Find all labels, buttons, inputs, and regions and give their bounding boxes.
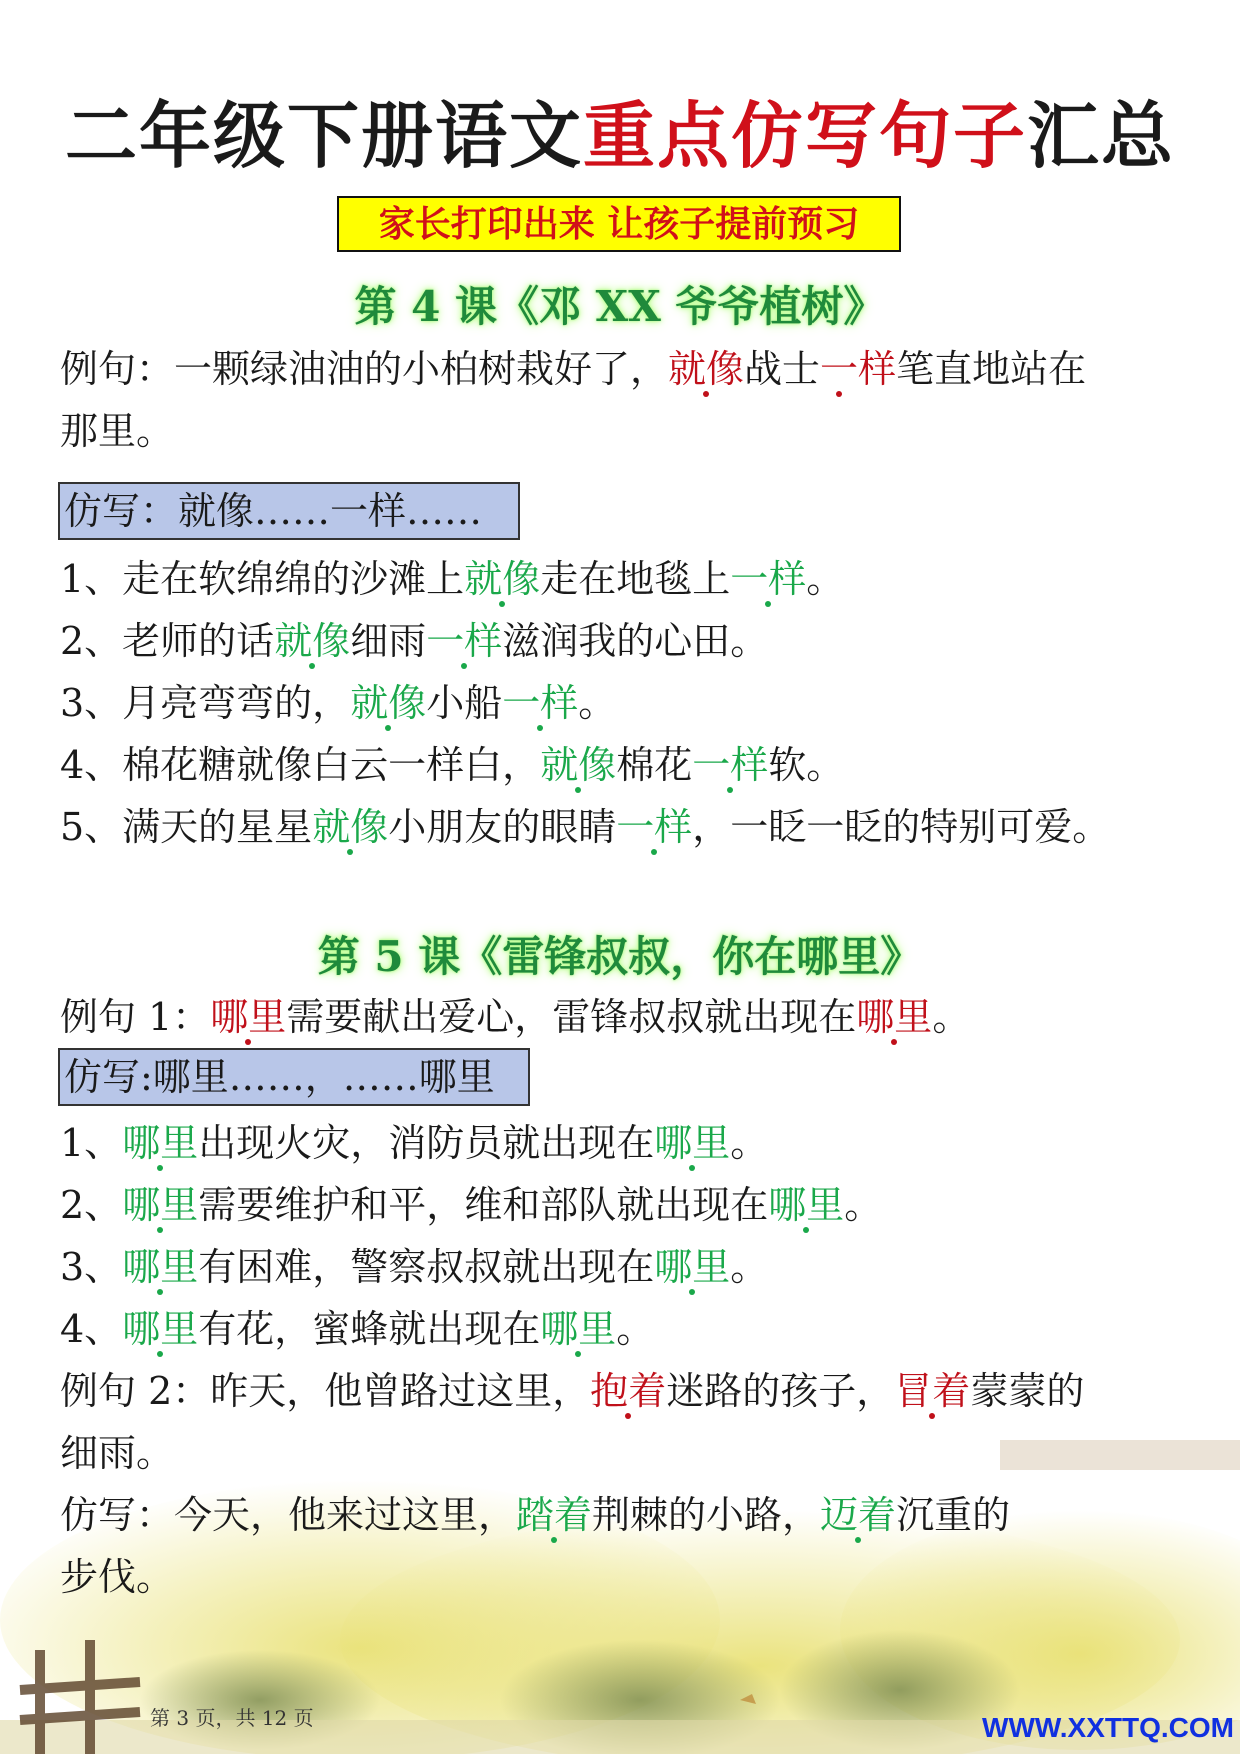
keyword: 抱着 [590, 1369, 667, 1413]
list-item [60, 1174, 882, 1236]
keyword: 一样 [426, 619, 503, 663]
item-text: 软。 [768, 743, 845, 787]
example-text: 笔直地站在 [896, 347, 1087, 391]
item-text: 有花，蜜蜂就出现在 [198, 1307, 541, 1351]
lesson-5-pattern-box: 仿写:哪里……，……哪里 [58, 1048, 530, 1106]
item-text: 有困难，警察叔叔就出现在 [198, 1245, 655, 1289]
list-item [60, 548, 844, 610]
item-text: ，一眨一眨的特别可爱。 [692, 805, 1111, 849]
page-number: 第 3 页，共 12 页 [150, 1706, 314, 1730]
item-text: 2、 [60, 1183, 123, 1227]
keyword: 一样 [692, 743, 769, 787]
keyword: 冒着 [894, 1369, 971, 1413]
scenery-illustration [0, 1400, 1240, 1754]
keyword: 样 [858, 347, 897, 391]
page-title [0, 78, 1240, 182]
keyword: 一样 [730, 557, 807, 601]
item-text: 仿写：今天，他来过这里， [60, 1493, 517, 1537]
keyword: 一 [820, 347, 859, 391]
lesson-4-example [60, 338, 1086, 400]
item-text: 。 [806, 557, 845, 601]
example-text: 例句 2：昨天，他曾路过这里， [60, 1369, 591, 1413]
list-item [60, 734, 844, 796]
example-text: 例句：一颗绿油油的小柏树栽好了， [60, 347, 669, 391]
item-text: 3、 [60, 1245, 123, 1289]
list-item [60, 672, 616, 734]
example-text: 蒙蒙的 [970, 1369, 1085, 1413]
keyword: 哪里 [122, 1183, 199, 1227]
lesson-5-heading: 第 5 课《雷锋叔叔，你在哪里》 [317, 932, 923, 981]
item-text: 2、老师的话 [60, 619, 275, 663]
item-text: 细雨 [350, 619, 427, 663]
item-text: 走在地毯上 [540, 557, 731, 601]
list-item [60, 1236, 768, 1298]
keyword: 哪里 [540, 1307, 617, 1351]
example-text: 需要献出爱心，雷锋叔叔就出现在 [286, 995, 857, 1039]
item-text: 4、 [60, 1307, 123, 1351]
item-text: 。 [578, 681, 617, 725]
lesson-5-example-2-cont: 细雨。 [60, 1431, 175, 1475]
keyword: 哪里 [768, 1183, 845, 1227]
title-highlight: 重点仿写句子 [582, 93, 1027, 178]
keyword: 哪里 [210, 995, 287, 1039]
keyword: 哪里 [856, 995, 933, 1039]
notice-banner: 家长打印出来 让孩子提前预习 [337, 196, 901, 252]
item-text: 。 [730, 1121, 769, 1165]
item-text: 沉重的 [896, 1493, 1011, 1537]
keyword: 哪里 [122, 1121, 199, 1165]
item-text: 1、走在软绵绵的沙滩上 [60, 557, 465, 601]
list-item [60, 610, 768, 672]
item-text: 小朋友的眼睛 [388, 805, 617, 849]
keyword: 哪里 [654, 1245, 731, 1289]
example-text: 例句 1： [60, 995, 211, 1039]
lesson-5-imitation-cont: 步伐。 [60, 1555, 175, 1599]
lesson-5-example-1 [60, 986, 970, 1048]
item-text: 出现火灾，消防员就出现在 [198, 1121, 655, 1165]
item-text: 4、棉花糖就像白云一样白， [60, 743, 541, 787]
keyword: 哪里 [654, 1121, 731, 1165]
item-text: 3、月亮弯弯的， [60, 681, 351, 725]
lesson-5-imitation [60, 1484, 1010, 1546]
list-item [60, 1112, 768, 1174]
list-item [60, 1298, 654, 1360]
item-text: 滋润我的心田。 [502, 619, 769, 663]
keyword: 就像 [274, 619, 351, 663]
item-text: 5、满天的星星 [60, 805, 313, 849]
keyword: 就像 [312, 805, 389, 849]
example-text: 迷路的孩子， [666, 1369, 895, 1413]
title-part-3: 汇总 [1027, 93, 1176, 178]
item-text: 。 [730, 1245, 769, 1289]
keyword: 就像 [464, 557, 541, 601]
keyword: 迈着 [820, 1493, 897, 1537]
example-text: 战士 [744, 347, 821, 391]
item-text: 。 [844, 1183, 883, 1227]
keyword: 就像 [350, 681, 427, 725]
keyword: 一样 [502, 681, 579, 725]
keyword: 踏着 [516, 1493, 593, 1537]
keyword: 哪里 [122, 1307, 199, 1351]
item-text: 棉花 [616, 743, 693, 787]
list-item [60, 796, 1110, 858]
lesson-4-example-cont: 那里。 [60, 409, 175, 453]
item-text: 。 [616, 1307, 655, 1351]
item-text: 荆棘的小路， [592, 1493, 821, 1537]
keyword: 就像 [668, 347, 745, 391]
title-part-1: 二年级下册语文 [64, 93, 583, 178]
example-text: 。 [932, 995, 971, 1039]
item-text: 小船 [426, 681, 503, 725]
keyword: 一样 [616, 805, 693, 849]
item-text: 需要维护和平，维和部队就出现在 [198, 1183, 769, 1227]
keyword: 哪里 [122, 1245, 199, 1289]
item-text: 1、 [60, 1121, 123, 1165]
site-url: WWW.XXTTQ.COM [982, 1712, 1234, 1743]
lesson-4-heading: 第 4 课《邓 XX 爷爷植树》 [354, 282, 886, 331]
lesson-4-pattern-box: 仿写：就像……一样…… [58, 482, 520, 540]
keyword: 就像 [540, 743, 617, 787]
